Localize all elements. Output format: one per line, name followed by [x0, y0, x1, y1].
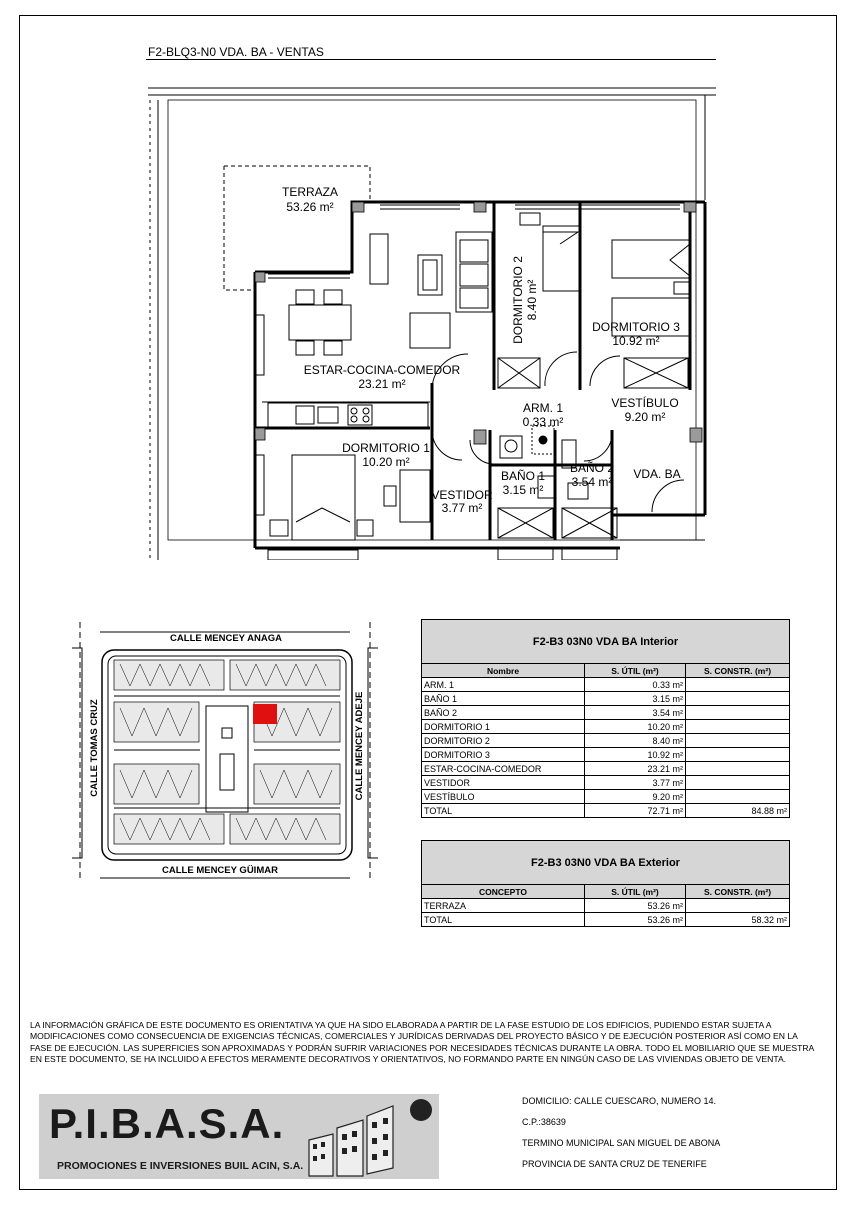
usable-area-cell: 53.26 m² [585, 913, 686, 927]
plan-title: F2-BLQ3-N0 VDA. BA - VENTAS [148, 45, 324, 59]
usable-area-cell: 10.20 m² [585, 720, 686, 734]
room-name-cell: ESTAR-COCINA-COMEDOR [422, 762, 585, 776]
exterior-area-table [421, 840, 790, 927]
column-header: Nombre [422, 664, 585, 678]
street-north-label: CALLE MENCEY ANAGA [170, 633, 282, 644]
room-label: BAÑO 2 [569, 461, 615, 475]
room-name-cell: DORMITORIO 3 [422, 748, 585, 762]
room-name-cell: BAÑO 1 [422, 692, 585, 706]
room-label: VESTÍBULO [611, 396, 679, 410]
table-row [422, 762, 790, 776]
room-name-cell: DORMITORIO 1 [422, 720, 585, 734]
column-header: S. ÚTIL (m²) [585, 664, 686, 678]
built-area-cell [686, 692, 790, 706]
unit-highlight [253, 704, 277, 724]
room-name-cell: TERRAZA [422, 899, 585, 913]
table-title: F2-B3 03N0 VDA BA Interior [422, 620, 790, 664]
room-area: 3.77 m² [441, 501, 483, 515]
logo-subtitle: PROMOCIONES E INVERSIONES BUIL ACIN, S.A. [57, 1160, 304, 1172]
room-label: ARM. 1 [522, 401, 564, 415]
built-area-cell [686, 776, 790, 790]
table-row [422, 804, 790, 818]
disclaimer-text: LA INFORMACIÓN GRÁFICA DE ESTE DOCUMENTO ES ORIENTATIVA YA QUE HA SIDO ELABORADA A PARTIR DE LA FASE ESTUDIO DE LOS EDIFICIOS, PUDIENDO ESTAR SUJETA A MODIFICACIONES COMO CONSECUENCIA DE EXIGENCIAS TÉCNICAS, COMERCIALES Y JURÍDICAS DERIVADAS DEL PROYECTO BÁSICO Y DE EJECUCIÓN POSTERIOR ASÍ COMO EN LA FASE DE EJECUCIÓN. LAS SUPERFICIES SON APROXIMADAS Y PODRÁN SUFRIR VARIACIONES POR NECESIDADES TÉCNICAS DURANTE LA OBRA. TODO EL MOBILIARIO QUE SE MUESTRA EN ESTE DOCUMENTO, SE HA INCLUIDO A EFECTOS MERAMENTE DECORATIVOS Y ORIENTATIVOS, NO FORMANDO PARTE EN NINGÚN CASO DE LAS VIVIENDAS OBJETO DE VENTA. [30, 1020, 814, 1065]
column-header: S. CONSTR. (m²) [686, 885, 790, 899]
room-area: 0.33 m² [522, 415, 564, 429]
room-area: 10.20 m² [362, 455, 410, 469]
company-logo [39, 1094, 439, 1179]
usable-area-cell: 3.54 m² [585, 706, 686, 720]
table-row [422, 790, 790, 804]
room-area: 53.26 m² [286, 200, 334, 214]
room-name-cell: VESTÍBULO [422, 790, 585, 804]
room-label: VESTIDOR [431, 488, 493, 502]
site-map [70, 618, 380, 886]
built-area-cell [686, 790, 790, 804]
room-name-cell: DORMITORIO 2 [422, 734, 585, 748]
table-row [422, 748, 790, 762]
table-row [422, 692, 790, 706]
table-row [422, 678, 790, 692]
usable-area-cell: 72.71 m² [585, 804, 686, 818]
table-row [422, 720, 790, 734]
street-south-label: CALLE MENCEY GÜIMAR [162, 865, 278, 876]
logo-name: P.I.B.A.S.A. [49, 1100, 285, 1147]
room-area: 23.21 m² [358, 377, 406, 391]
room-area: 3.54 m² [571, 475, 613, 489]
usable-area-cell: 9.20 m² [585, 790, 686, 804]
table-row [422, 776, 790, 790]
usable-area-cell: 0.33 m² [585, 678, 686, 692]
room-label: TERRAZA [281, 185, 339, 199]
room-area: 3.15 m² [502, 483, 544, 497]
room-label: VDA. BA [633, 467, 681, 481]
room-area: 9.20 m² [624, 410, 666, 424]
usable-area-cell: 3.15 m² [585, 692, 686, 706]
built-area-cell: 58.32 m² [686, 913, 790, 927]
room-name-cell: VESTIDOR [422, 776, 585, 790]
column-header: CONCEPTO [422, 885, 585, 899]
column-header: S. ÚTIL (m²) [585, 885, 686, 899]
room-name-cell: BAÑO 2 [422, 706, 585, 720]
address-line: C.P.:38639 [522, 1117, 566, 1127]
room-area: 10.92 m² [612, 334, 660, 348]
address-block [522, 1096, 720, 1180]
column-header: S. CONSTR. (m²) [686, 664, 790, 678]
interior-area-table [421, 619, 790, 818]
street-west-label: CALLE TOMAS CRUZ [89, 699, 100, 797]
room-name-cell: ARM. 1 [422, 678, 585, 692]
table-row [422, 899, 790, 913]
usable-area-cell: 23.21 m² [585, 762, 686, 776]
address-line: DOMICILIO: CALLE CUESCARO, NUMERO 14. [522, 1096, 717, 1106]
address-line: TERMINO MUNICIPAL SAN MIGUEL DE ABONA [522, 1138, 721, 1148]
floor-plan [0, 0, 853, 560]
buildings-logo-icon [307, 1098, 437, 1178]
built-area-cell [686, 678, 790, 692]
usable-area-cell: 8.40 m² [585, 734, 686, 748]
built-area-cell [686, 899, 790, 913]
table-row [422, 706, 790, 720]
room-label: BAÑO 1 [500, 469, 546, 483]
built-area-cell [686, 734, 790, 748]
table-row [422, 913, 790, 927]
built-area-cell [686, 720, 790, 734]
street-east-label: CALLE MENCEY ADEJE [354, 691, 365, 801]
table-title: F2-B3 03N0 VDA BA Exterior [422, 841, 790, 885]
table-row [422, 734, 790, 748]
built-area-cell [686, 706, 790, 720]
room-area: 8.40 m² [525, 279, 539, 321]
built-area-cell [686, 762, 790, 776]
usable-area-cell: 3.77 m² [585, 776, 686, 790]
room-label: DORMITORIO 2 [511, 256, 525, 344]
built-area-cell [686, 748, 790, 762]
room-label: ESTAR-COCINA-COMEDOR [303, 363, 461, 377]
room-name-cell: TOTAL [422, 913, 585, 927]
built-area-cell: 84.88 m² [686, 804, 790, 818]
address-line: PROVINCIA DE SANTA CRUZ DE TENERIFE [522, 1159, 707, 1169]
room-label: DORMITORIO 3 [592, 320, 680, 334]
room-name-cell: TOTAL [422, 804, 585, 818]
room-label: DORMITORIO 1 [342, 441, 430, 455]
usable-area-cell: 10.92 m² [585, 748, 686, 762]
usable-area-cell: 53.26 m² [585, 899, 686, 913]
